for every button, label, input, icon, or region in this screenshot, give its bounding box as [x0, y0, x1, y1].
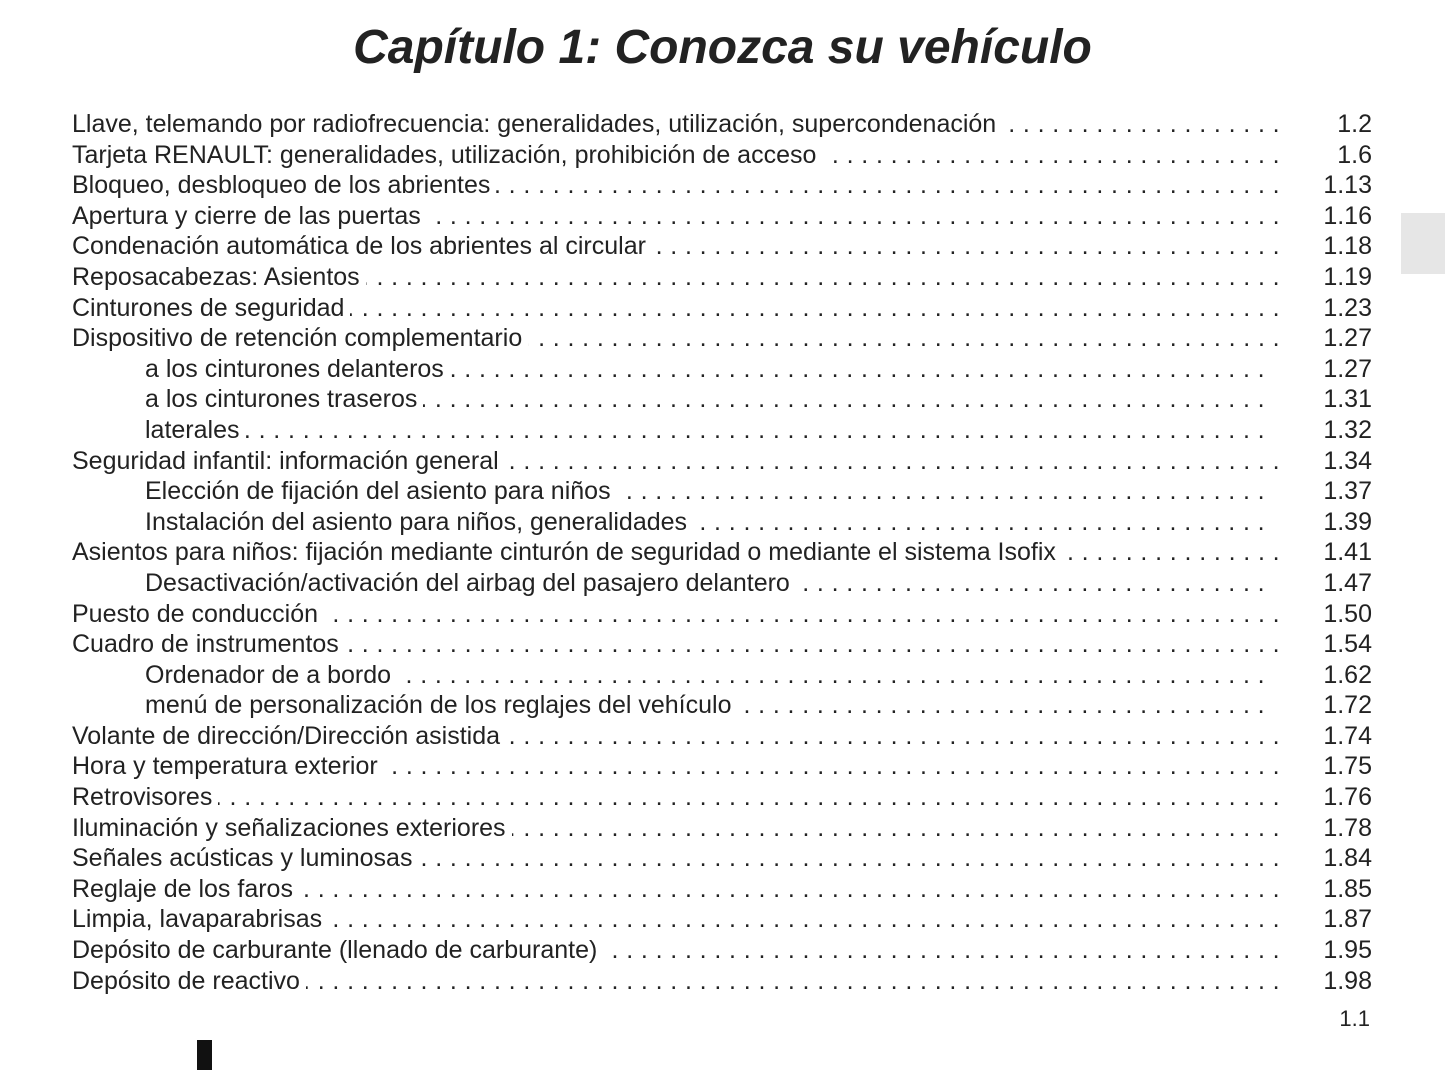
- toc-entry[interactable]: [72, 904, 1372, 935]
- toc-entry-page: 1.84: [1323, 844, 1372, 873]
- toc-entry-label: [72, 446, 1280, 476]
- toc-entry-text: Limpia, lavaparabrisas: [72, 905, 328, 933]
- toc-entry[interactable]: [72, 966, 1372, 997]
- toc-entry-text: Iluminación y señalizaciones exteriores: [72, 814, 512, 842]
- toc-entry-page: 1.95: [1323, 936, 1372, 965]
- toc-entry-text: Instalación del asiento para niños, generalidades: [145, 508, 693, 536]
- toc-entry-label: [72, 751, 1280, 781]
- toc-entry[interactable]: [72, 537, 1372, 568]
- toc-entry-text: Retrovisores: [72, 783, 218, 811]
- toc-entry[interactable]: [72, 874, 1372, 905]
- toc-entry-text: Condenación automática de los abrientes al circular: [72, 232, 652, 260]
- toc-entry-label: [72, 140, 1280, 170]
- toc-entry-label: [145, 690, 1265, 720]
- toc-entry-page: 1.50: [1323, 599, 1372, 628]
- toc-entry[interactable]: [72, 140, 1372, 171]
- toc-entry-page: 1.62: [1323, 660, 1372, 689]
- toc-entry-text: Apertura y cierre de las puertas: [72, 202, 427, 230]
- toc-entry-text: Puesto de conducción: [72, 600, 324, 628]
- toc-entry-text: Bloqueo, desbloqueo de los abrientes: [72, 171, 496, 199]
- chapter-title: Capítulo 1: Conozca su vehículo: [353, 21, 1092, 74]
- toc-entry-page: 1.74: [1323, 721, 1372, 750]
- toc-entry-page: 1.76: [1323, 783, 1372, 812]
- toc-subentry[interactable]: [72, 507, 1372, 538]
- toc-entry-page: 1.54: [1323, 630, 1372, 659]
- toc-entry[interactable]: [72, 782, 1372, 813]
- toc-entry-text: Reposacabezas: Asientos: [72, 263, 366, 291]
- toc-entry[interactable]: [72, 293, 1372, 324]
- toc-entry-label: [72, 874, 1280, 904]
- toc-entry-page: 1.16: [1323, 201, 1372, 230]
- toc-entry-page: 1.37: [1323, 477, 1372, 506]
- toc-entry-page: 1.23: [1323, 293, 1372, 322]
- toc-entry-page: 1.78: [1323, 813, 1372, 842]
- toc-entry-text: Asientos para niños: fijación mediante cinturón de seguridad o mediante el sistema Isofix: [72, 538, 1062, 566]
- toc-entry-label: [72, 966, 1280, 996]
- toc-entry-page: 1.72: [1323, 691, 1372, 720]
- toc-entry-page: 1.18: [1323, 232, 1372, 261]
- toc-entry-label: [72, 231, 1280, 261]
- toc-entry[interactable]: [72, 170, 1372, 201]
- toc-subentry[interactable]: [72, 415, 1372, 446]
- toc-entry-label: [72, 782, 1280, 812]
- toc-subentry[interactable]: [72, 660, 1372, 691]
- toc-entry-label: [72, 721, 1280, 751]
- toc-entry-label: [145, 384, 1265, 414]
- toc-entry[interactable]: [72, 109, 1372, 140]
- toc-entry-text: Cinturones de seguridad: [72, 294, 350, 322]
- toc-entry-page: 1.41: [1323, 538, 1372, 567]
- toc-entry-label: [72, 843, 1280, 873]
- toc-entry-text: Volante de dirección/Dirección asistida: [72, 722, 506, 750]
- toc-entry-text: a los cinturones delanteros: [145, 355, 450, 383]
- toc-entry-page: 1.27: [1323, 324, 1372, 353]
- toc-entry-text: Elección de fijación del asiento para niños: [145, 477, 617, 505]
- toc-entry[interactable]: [72, 446, 1372, 477]
- toc-entry-label: [72, 293, 1280, 323]
- toc-entry-page: 1.39: [1323, 507, 1372, 536]
- toc-entry-page: 1.27: [1323, 354, 1372, 383]
- toc-entry-page: 1.47: [1323, 568, 1372, 597]
- toc-entry-label: [72, 201, 1280, 231]
- toc-entry-page: 1.34: [1323, 446, 1372, 475]
- toc-entry-text: Señales acústicas y luminosas: [72, 844, 418, 872]
- toc-entry[interactable]: [72, 599, 1372, 630]
- toc-entry-text: Seguridad infantil: información general: [72, 447, 505, 475]
- toc-entry-text: menú de personalización de los reglajes del vehículo: [145, 691, 737, 719]
- toc-entry-label: [72, 599, 1280, 629]
- page-number: 1.1: [1339, 1006, 1370, 1031]
- toc-entry-label: [145, 476, 1265, 506]
- toc-entry[interactable]: [72, 201, 1372, 232]
- toc-entry-text: Llave, telemando por radiofrecuencia: generalidades, utilización, supercondenación: [72, 110, 1002, 138]
- toc-entry-label: [72, 904, 1280, 934]
- toc-subentry[interactable]: [72, 476, 1372, 507]
- toc-entry-label: [72, 537, 1280, 567]
- toc-entry-label: [72, 813, 1280, 843]
- toc-entry-text: Dispositivo de retención complementario: [72, 324, 528, 352]
- toc-entry[interactable]: [72, 843, 1372, 874]
- toc-entry-text: Depósito de reactivo: [72, 967, 306, 995]
- table-of-contents: [72, 109, 1372, 996]
- toc-entry-label: [72, 262, 1280, 292]
- toc-entry-text: laterales: [145, 416, 246, 444]
- toc-entry-text: Depósito de carburante (llenado de carburante): [72, 936, 603, 964]
- toc-entry-text: Cuadro de instrumentos: [72, 630, 345, 658]
- toc-subentry[interactable]: [72, 354, 1372, 385]
- toc-entry-page: 1.2: [1337, 110, 1372, 138]
- toc-entry[interactable]: [72, 323, 1372, 354]
- toc-entry-page: 1.32: [1323, 415, 1372, 444]
- toc-subentry[interactable]: [72, 384, 1372, 415]
- toc-entry[interactable]: [72, 721, 1372, 752]
- toc-entry-page: 1.85: [1323, 874, 1372, 903]
- toc-entry-page: 1.98: [1323, 966, 1372, 995]
- toc-entry-text: Ordenador de a bordo: [145, 661, 397, 689]
- print-crop-mark: [197, 1040, 212, 1070]
- toc-entry[interactable]: [72, 935, 1372, 966]
- toc-entry-page: 1.87: [1323, 905, 1372, 934]
- toc-entry[interactable]: [72, 813, 1372, 844]
- toc-entry-text: Reglaje de los faros: [72, 875, 299, 903]
- toc-entry[interactable]: [72, 262, 1372, 293]
- toc-entry-label: [145, 415, 1265, 445]
- toc-entry-text: Tarjeta RENAULT: generalidades, utilización, prohibición de acceso: [72, 141, 822, 169]
- toc-entry-page: 1.75: [1323, 752, 1372, 781]
- toc-entry-label: [145, 568, 1265, 598]
- toc-entry-page: 1.31: [1323, 385, 1372, 414]
- chapter-side-tab: [1401, 213, 1445, 274]
- toc-entry-label: [145, 660, 1265, 690]
- toc-entry-text: Hora y temperatura exterior: [72, 752, 384, 780]
- toc-entry-label: [72, 323, 1280, 353]
- toc-subentry[interactable]: [72, 568, 1372, 599]
- toc-entry-text: Desactivación/activación del airbag del pasajero delantero: [145, 569, 796, 597]
- toc-entry-page: 1.6: [1337, 140, 1372, 169]
- toc-entry-label: [72, 170, 1280, 200]
- toc-entry[interactable]: [72, 629, 1372, 660]
- toc-entry-label: [145, 507, 1265, 537]
- toc-entry-label: [145, 354, 1265, 384]
- toc-subentry[interactable]: [72, 690, 1372, 721]
- toc-entry-label: [72, 629, 1280, 659]
- toc-entry-page: 1.13: [1323, 171, 1372, 200]
- toc-entry-label: [72, 935, 1280, 965]
- toc-entry-label: [72, 109, 1280, 139]
- toc-entry-text: a los cinturones traseros: [145, 385, 423, 413]
- toc-entry[interactable]: [72, 751, 1372, 782]
- toc-entry[interactable]: [72, 231, 1372, 262]
- toc-entry-page: 1.19: [1323, 262, 1372, 291]
